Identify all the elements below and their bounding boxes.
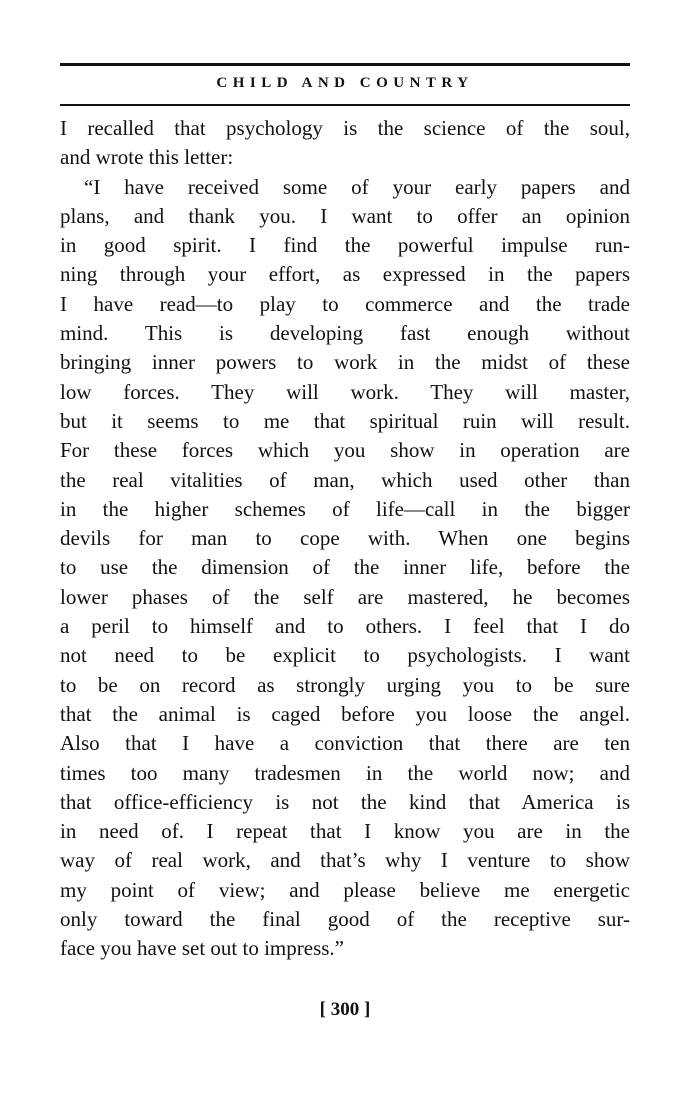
text-line: way of real work, and that’s why I venture to show — [60, 848, 630, 873]
text-line: low forces. They will work. They will master, — [60, 379, 630, 404]
text-line: mind. This is developing fast enough without — [60, 321, 630, 346]
text-line: bringing inner powers to work in the midst of these — [60, 350, 630, 375]
text-line: to use the dimension of the inner life, before the — [60, 555, 630, 580]
page-number: [ 300 ] — [319, 999, 371, 1020]
text-line: to be on record as strongly urging you to be sure — [60, 672, 630, 697]
text-line: that the animal is caged before you loose the angel. — [60, 701, 630, 726]
text-line: lower phases of the self are mastered, he becomes — [60, 584, 630, 609]
text-line: plans, and thank you. I want to offer an opinion — [60, 203, 630, 228]
text-line: I have read—to play to commerce and the trade — [60, 291, 630, 316]
text-line: not need to be explicit to psychologists. I want — [60, 643, 630, 668]
text-line: but it seems to me that spiritual ruin will result. — [60, 408, 630, 433]
text-line: face you have set out to impress.” — [60, 936, 344, 961]
text-line: and wrote this letter: — [60, 145, 234, 170]
running-head: CHILD AND COUNTRY — [216, 75, 474, 91]
text-line: the real vitalities of man, which used other than — [60, 467, 630, 492]
text-line: “I have received some of your early papers and — [84, 174, 630, 199]
text-line: that office-efficiency is not the kind that America is — [60, 789, 630, 814]
top-rule — [60, 63, 630, 66]
text-line: For these forces which you show in operation are — [60, 438, 630, 463]
text-line: times too many tradesmen in the world now; and — [60, 760, 630, 785]
header-rule — [60, 104, 630, 106]
text-line: a peril to himself and to others. I feel that I do — [60, 614, 630, 639]
text-line: in the higher schemes of life—call in the bigger — [60, 496, 630, 521]
book-page — [60, 0, 630, 1100]
text-line: in need of. I repeat that I know you are in the — [60, 819, 630, 844]
body-text — [60, 114, 630, 964]
text-line: I recalled that psychology is the science of the soul, — [60, 116, 630, 140]
text-line: only toward the final good of the receptive sur- — [60, 907, 630, 932]
text-line: my point of view; and please believe me energetic — [60, 877, 630, 902]
text-line: Also that I have a conviction that there are ten — [60, 731, 630, 756]
text-line: in good spirit. I find the powerful impulse run- — [60, 233, 630, 258]
text-line: devils for man to cope with. When one begins — [60, 526, 630, 551]
text-line: ning through your effort, as expressed in the papers — [60, 262, 630, 287]
